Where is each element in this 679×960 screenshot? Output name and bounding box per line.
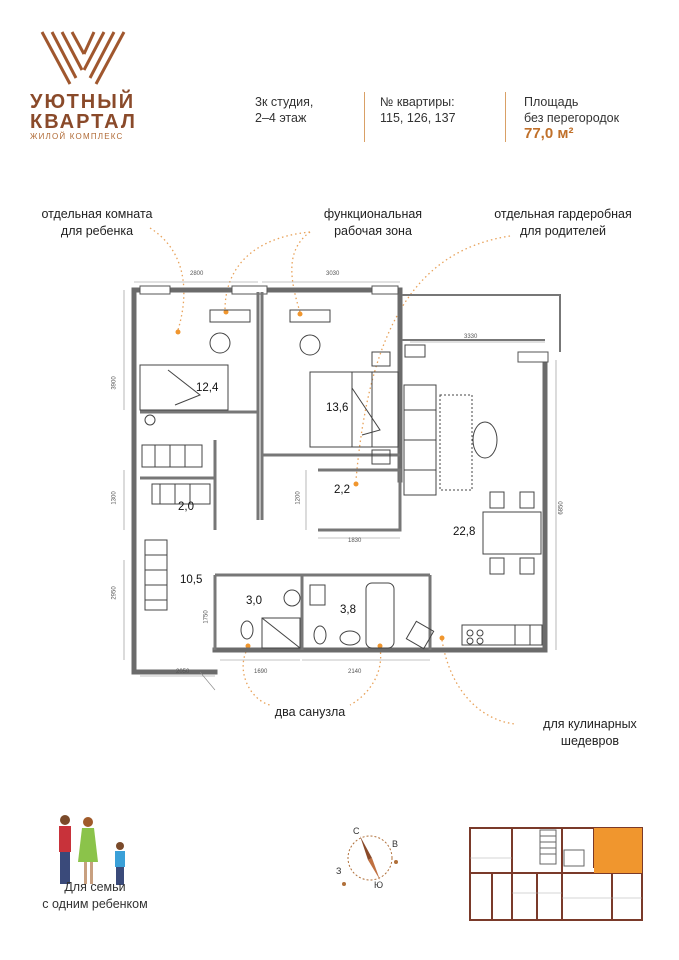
family-caption-line2: с одним ребенком xyxy=(42,897,148,911)
dim-1830: 1830 xyxy=(348,538,362,544)
callout-child-room-line1: отдельная комната xyxy=(41,207,153,221)
callout-work-zone-line1: функциональная xyxy=(323,207,423,221)
area-value: 77,0 м² xyxy=(524,125,574,142)
room-area-bedroom: 13,6 xyxy=(326,402,349,414)
room-area-bath2: 3,8 xyxy=(340,604,356,616)
room-area-bath1: 3,0 xyxy=(246,595,262,607)
dim-2050: 2050 xyxy=(176,669,190,675)
dim-1690: 1690 xyxy=(254,669,268,675)
callout-child-room-line2: для ребенка xyxy=(60,224,134,238)
area-label-line2: без перегородок xyxy=(524,111,620,125)
callout-bathrooms: два санузла xyxy=(274,705,346,719)
area-label-line1: Площадь xyxy=(524,95,579,109)
dim-3330: 3330 xyxy=(464,334,478,340)
leader-bathrooms xyxy=(243,648,270,705)
room-area-wardrobe: 2,2 xyxy=(334,484,350,496)
dim-1750: 1750 xyxy=(203,610,210,624)
leader-work-zone-1 xyxy=(225,232,310,310)
room-area-living: 22,8 xyxy=(453,526,476,538)
callout-wardrobe-line2: для родителей xyxy=(519,224,607,238)
compass-needle xyxy=(360,836,372,860)
dim-2800: 2800 xyxy=(190,271,204,277)
callout-work-zone-line2: рабочая зона xyxy=(334,224,412,238)
apartment-type-line2: 2–4 этаж xyxy=(255,111,307,125)
room-area-closet: 2,0 xyxy=(178,501,194,513)
leader-kitchen xyxy=(442,640,515,724)
compass xyxy=(330,822,410,894)
dim-1200: 1200 xyxy=(295,491,302,505)
dim-1300: 1300 xyxy=(111,491,118,505)
room-area-child: 12,4 xyxy=(196,382,219,394)
logo-subtitle: ЖИЛОЙ КОМПЛЕКС xyxy=(30,132,124,141)
leader-bathrooms-2 xyxy=(350,648,381,705)
dim-2950: 2950 xyxy=(111,586,118,600)
apartment-numbers-value: 115, 126, 137 xyxy=(380,111,456,125)
room-area-hall: 10,5 xyxy=(180,574,203,586)
highlighted-apartment xyxy=(594,828,642,873)
dim-6850: 6850 xyxy=(558,501,565,515)
compass-north: С xyxy=(353,826,360,836)
callout-kitchen-line1: для кулинарных xyxy=(543,717,637,731)
logo-title-line2: КВАРТАЛ xyxy=(30,111,137,133)
dim-3030: 3030 xyxy=(326,271,340,277)
apartment-numbers-label: № квартиры: xyxy=(380,95,455,109)
family-caption xyxy=(30,879,160,913)
compass-east: В xyxy=(392,839,399,849)
family-caption-line1: Для семьи xyxy=(64,880,126,894)
logo-title-line1: УЮТНЫЙ xyxy=(30,91,136,113)
dim-3900: 3900 xyxy=(111,376,118,390)
dim-2140: 2140 xyxy=(348,669,362,675)
leader-wardrobe xyxy=(356,236,510,480)
compass-west: З xyxy=(336,866,342,876)
callout-wardrobe-line1: отдельная гардеробная xyxy=(494,207,632,221)
leader-child-room xyxy=(150,228,184,330)
building-key-plan xyxy=(462,818,652,928)
compass-south: Ю xyxy=(374,880,384,890)
callout-kitchen-line2: шедевров xyxy=(560,734,620,748)
leader-work-zone-2 xyxy=(292,232,310,312)
apartment-type-line1: 3к студия, xyxy=(255,95,314,109)
